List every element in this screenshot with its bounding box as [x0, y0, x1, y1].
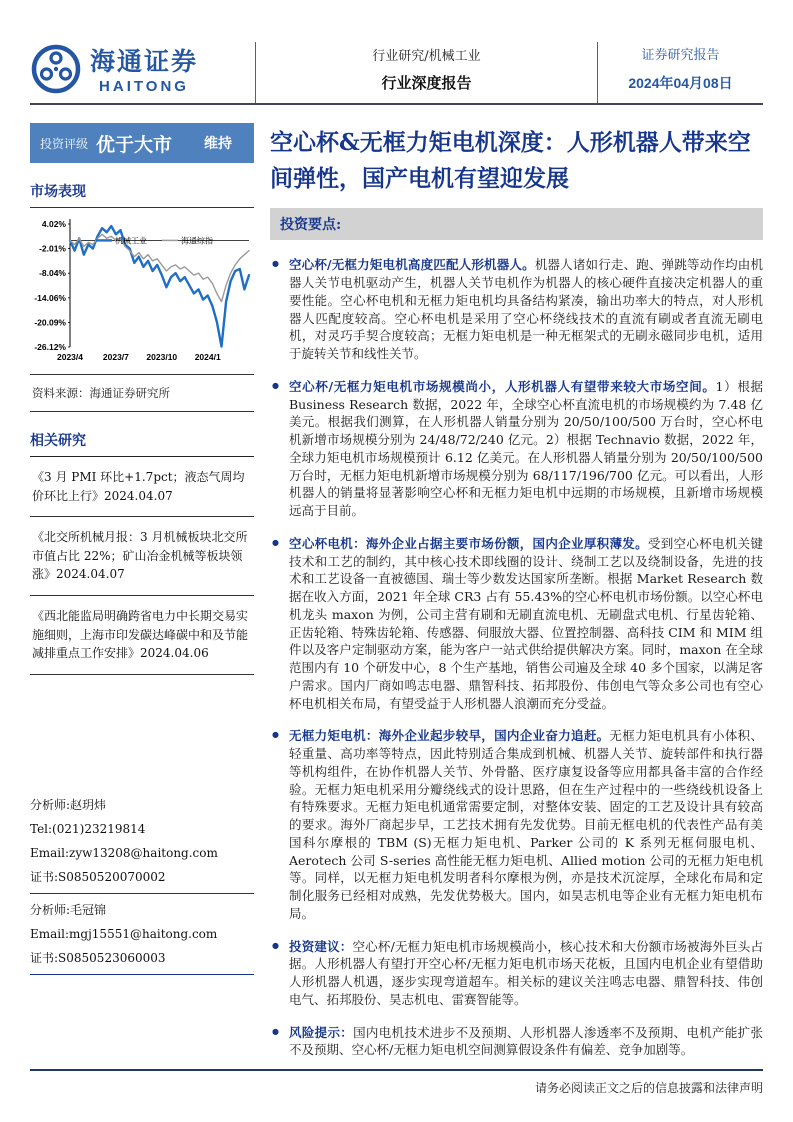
market-performance-title: 市场表现	[30, 184, 86, 200]
analyst-tel: Tel:(021)23219814	[30, 821, 146, 836]
rating-label: 投资评级	[40, 136, 89, 151]
svg-text:2023/7: 2023/7	[102, 352, 129, 362]
divider	[30, 374, 254, 375]
page-footer	[30, 1069, 763, 1096]
analyst-cert: 证书:S0850520070002	[30, 869, 166, 884]
svg-text:-14.06%: -14.06%	[34, 292, 66, 303]
key-point-item	[270, 938, 763, 1009]
investment-rating-banner	[30, 123, 254, 163]
main-content	[270, 123, 763, 1074]
report-date: 2024年04月08日	[628, 75, 733, 91]
logo-name-en: HAITONG	[99, 78, 189, 95]
analyst-name: 分析师:毛冠锦	[30, 902, 107, 917]
key-point-body: 国内电机技术进步不及预期、人形机器人渗透率不及预期、电机产能扩张不及预期、空心杯/无框力矩电机空间测算假设条件有偏差、竞争加剧等。	[289, 1024, 763, 1058]
divider	[30, 207, 254, 208]
svg-text:2023/10: 2023/10	[146, 352, 178, 362]
svg-text:-2.01%: -2.01%	[39, 243, 66, 254]
company-logo	[30, 42, 255, 95]
related-research-title: 相关研究	[30, 433, 86, 449]
logo-name-cn: 海通证券	[90, 47, 199, 76]
analysts-block	[30, 793, 254, 975]
analyst-name: 分析师:赵玥炜	[30, 797, 107, 812]
related-research-item: 《西北能监局明确跨省电力中长期交易实施细则，上海市印发碳达峰碳中和及节能减排重点工作安排》2024.04.06	[32, 608, 249, 661]
key-points-list	[270, 256, 763, 1059]
svg-text:2023/4: 2023/4	[57, 352, 83, 362]
chart-source: 资料来源：海通证券研究所	[32, 386, 170, 400]
related-research-item: 《北交所机械月报：3 月机械板块北交所市值占比 22%；矿山冶金机械等板块领涨》2024.04.07	[32, 530, 248, 582]
key-point-lead: 投资建议：	[289, 938, 353, 954]
svg-text:4.02%: 4.02%	[41, 219, 66, 229]
related-research-item: 《3 月 PMI 环比+1.7pct；液态气周均价环比上行》2024.04.07	[32, 470, 245, 503]
key-point-item	[270, 256, 763, 363]
svg-text:海通综指: 海通综指	[181, 236, 213, 246]
report-title: 空心杯&无框力矩电机深度：人形机器人带来空间弹性，国产电机有望迎发展	[270, 129, 751, 192]
analyst-cert: 证书:S0850523060003	[30, 950, 166, 965]
key-point-lead: 无框力矩电机：海外企业起步较早，国内企业奋力追赶。	[289, 728, 610, 744]
rating-value: 优于大市	[96, 133, 173, 156]
key-point-lead: 风险提示：	[289, 1024, 354, 1040]
key-points-banner: 投资要点:	[270, 208, 763, 240]
divider	[30, 893, 254, 894]
key-point-lead: 空心杯/无框力矩电机市场规模尚小，人形机器人有望带来较大市场空间。	[289, 378, 716, 394]
sidebar	[30, 123, 254, 1074]
svg-text:-8.04%: -8.04%	[39, 268, 66, 279]
divider	[30, 674, 254, 675]
footer-disclaimer: 请务必阅读正文之后的信息披露和法律声明	[534, 1081, 763, 1095]
key-point-item	[270, 727, 763, 922]
svg-text:机械工业: 机械工业	[115, 236, 147, 246]
analyst-email[interactable]: Email:mgj15551@haitong.com	[30, 926, 218, 941]
key-point-body: 1）根据 Business Research 数据，2022 年，全球空心杯直流电机的市场规模约为 7.48 亿美元。根据我们测算，在人形机器人销量分别为 20/50/100/500 万台时，空心杯电机新增市场规模分别为 24/48/72/240 亿元。2）根据 Technavio 数据，2022 年，全球力矩电机市场规模预计 6.12 亿美元。在人形机器人销量分别为 20/50/100/500 万台时，无框力矩电机新增市场规模分别为 68/117/196/700 亿元。可以看出，人形机器人的销量将显著影响空心杯和无框力矩电机中远期的市场规模，且新增市场规模远高于目前。	[289, 378, 763, 519]
svg-text:-26.12%: -26.12%	[34, 342, 66, 352]
key-point-body: 机器人诸如行走、跑、弹跳等动作均由机器人关节电机驱动产生，机器人关节电机作为机器人的核心硬件直接决定机器人的重要性能。空心杯电机和无框力矩电机均具备结构紧凑，输出功率大的特点，对人形机器人匹配度较高。空心杯电机是采用了空心杯绕线技术的直流有刷或者直流无刷电机，对灵巧手契合度较高；无框力矩电机是一种无框架式的无刷永磁同步电机，适用于旋转关节和线性关节。	[289, 257, 763, 362]
report-header	[30, 42, 763, 105]
divider	[30, 516, 254, 517]
key-point-item	[270, 535, 763, 713]
report-series: 证券研究报告	[641, 48, 720, 63]
divider	[30, 411, 254, 412]
industry-category: 行业研究/机械工业	[372, 48, 481, 64]
key-point-item	[270, 1024, 763, 1060]
analyst-email[interactable]: Email:zyw13208@haitong.com	[30, 845, 218, 860]
divider	[30, 595, 254, 596]
svg-text:-20.09%: -20.09%	[34, 317, 66, 328]
key-point-body: 空心杯/无框力矩电机市场规模尚小，核心技术和大份额市场被海外巨头占据。人形机器人有望打开空心杯/无框力矩电机市场天花板，且国内电机企业有望借助人形机器人机遇，逐步实现弯道超车。相关标的建议关注鸣志电器、鼎智科技、伟创电气、拓邦股份、昊志机电、雷赛智能等。	[289, 938, 763, 1007]
report-type: 行业深度报告	[381, 73, 472, 92]
key-point-lead: 空心杯电机：海外企业占据主要市场份额，国内企业厚积薄发。	[289, 535, 648, 551]
rating-status: 维持	[204, 136, 233, 152]
svg-text:2024/1: 2024/1	[194, 352, 221, 362]
key-point-lead: 空心杯/无框力矩电机高度匹配人形机器人。	[289, 257, 535, 273]
footer-rule	[30, 1069, 763, 1071]
key-point-body: 受到空心杯电机关键技术和工艺的制约，其中核心技术即线圈的设计、绕制工艺以及绕制设备，先进的技术和工艺设备一直被德国、瑞士等少数发达国家所垄断。根据 Market Research 数据在收入方面，2021 年全球 CR3 占有 55.43%的空心杯电机市场份额。以空心杯电机龙头 maxon 为例，公司主营有刷和无刷直流电机、无刷盘式电机、行星齿轮箱、正齿轮箱、特殊齿轮箱、传感器、伺服放大器、位置控制器、高科技 CIM 和 MIM 组件以及客户定制驱动方案，能为客户一站式供给提供解决方案。同时，maxon 在全球范围内有 10 个研发中心，8 个生产基地，销售公司遍及全球 40 多个国家，以满足客户需求。国内厂商如鸣志电器、鼎智科技、拓邦股份、伟创电气等众多公司也有空心杯电机相关布局，有望受益于人形机器人浪潮而充分受益。	[289, 535, 763, 711]
divider	[30, 456, 254, 457]
divider	[30, 974, 254, 975]
market-performance-chart	[30, 214, 254, 368]
haitong-emblem-icon	[30, 43, 82, 95]
key-point-item	[270, 378, 763, 520]
key-point-body: 无框力矩电机具有小体积、轻重量、高功率等特点，因此特别适合集成到机械、机器人关节、旋转部件和执行器等机构组件，在协作机器人关节、外骨骼、医疗康复设备等应用都具备丰富的合作经验。无框力矩电机采用分瓣绕线式的设计思路，但在生产过程中的一些绕线机设备上有特殊要求。无框力矩电机通常需要定制，对整体安装、固定的工艺及设计具有较高的要求。海外厂商起步早，工艺技术拥有先发优势。目前无框电机的代表性产品有美国科尔摩根的 TBM (S)无框力矩电机、Parker 公司的 K 系列无框伺服电机、Aerotech 公司 S-series 高性能无框力矩电机、Allied motion 公司的无框力矩电机等。同样，以无框力矩电机发明者科尔摩根为例，亦是技术沉淀厚，全球化布局和定制化服务已经相对成熟，先发优势极大。国内，如昊志机电等企业有无框力矩电机布局。	[289, 728, 763, 921]
